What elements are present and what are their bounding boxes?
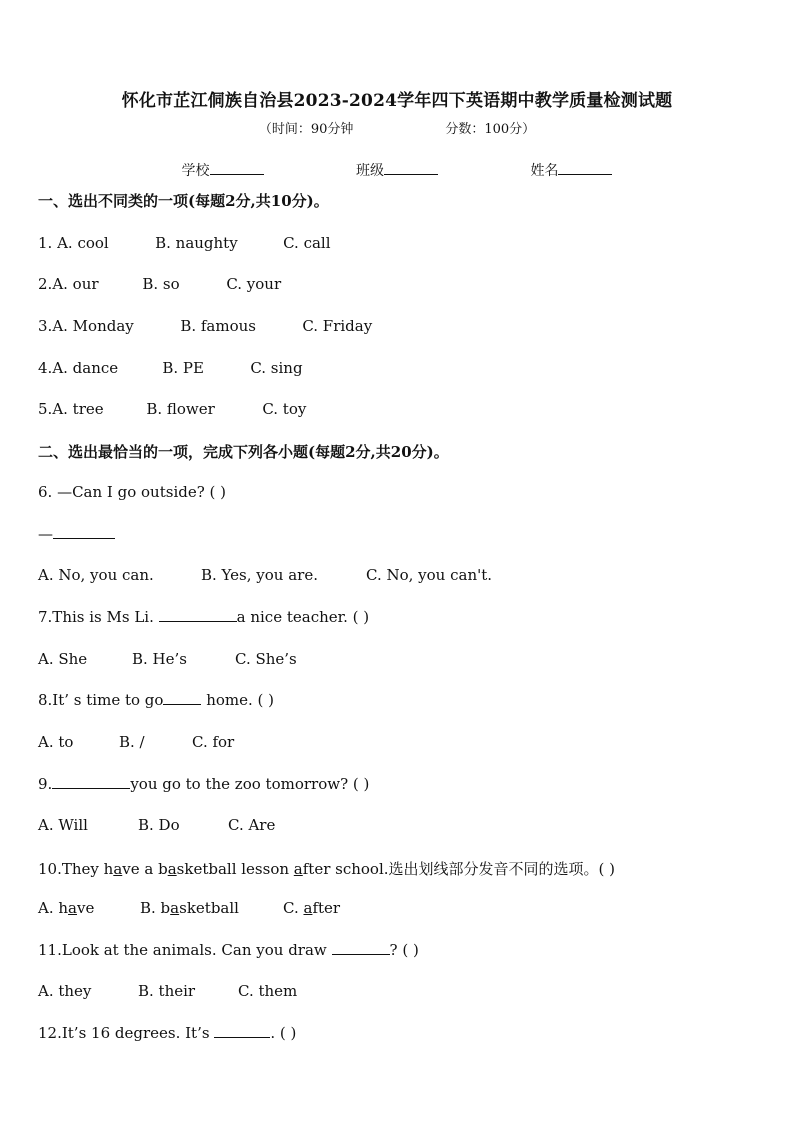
- question-6-stem: 6. —Can I go outside? ( ): [38, 483, 226, 501]
- question-8-options: [38, 733, 234, 751]
- question-6-reply: [38, 525, 115, 543]
- option-text: B. b: [140, 899, 171, 917]
- name-blank[interactable]: [558, 161, 612, 175]
- option-c[interactable]: C. She’s: [235, 650, 297, 668]
- question-10-stem: [38, 858, 615, 879]
- underlined-letter: a: [303, 899, 313, 917]
- class-field: [356, 160, 438, 180]
- answer-blank[interactable]: [52, 775, 130, 789]
- option-a[interactable]: A. they: [38, 982, 92, 1000]
- underlined-letter: a: [113, 860, 123, 878]
- option-a[interactable]: A. She: [38, 650, 88, 668]
- stem-text: sketball lesson: [176, 860, 294, 878]
- stem-text: you go to the zoo tomorrow? ( ): [130, 775, 370, 793]
- stem-text: home. ( ): [201, 691, 274, 709]
- school-label: 学校: [181, 163, 210, 179]
- option-text: C.: [283, 899, 304, 917]
- option-c[interactable]: C. Are: [228, 816, 276, 834]
- stem-text: 8.It’ s time to go: [38, 691, 164, 709]
- option-c[interactable]: [283, 899, 340, 917]
- option-c[interactable]: C. sing: [250, 359, 303, 377]
- option-a[interactable]: A. dance: [52, 359, 119, 377]
- option-b[interactable]: B. Do: [138, 816, 180, 834]
- section1-heading: 一、选出不同类的一项(每题2分,共10分)。: [38, 192, 329, 210]
- question-8-stem: [38, 691, 274, 709]
- option-text: A. h: [38, 899, 69, 917]
- stem-text: 12.It’s 16 degrees. It’s: [38, 1024, 215, 1042]
- reply-dash: —: [38, 525, 53, 543]
- option-b[interactable]: B. famous: [180, 317, 256, 335]
- option-b[interactable]: B. Yes, you are.: [201, 566, 318, 584]
- option-a[interactable]: A. our: [52, 275, 99, 293]
- option-c[interactable]: C. them: [238, 982, 298, 1000]
- question-number: 1.: [38, 234, 58, 252]
- question-number: 5.: [38, 400, 53, 418]
- question-6-options: [38, 566, 492, 584]
- stem-text: ? ( ): [389, 941, 419, 959]
- option-b[interactable]: [140, 899, 283, 917]
- exam-title: 怀化市芷江侗族自治县2023-2024学年四下英语期中教学质量检测试题: [121, 91, 673, 111]
- question-3: [38, 317, 372, 335]
- option-c[interactable]: C. for: [192, 733, 235, 751]
- student-info: [0, 160, 794, 180]
- answer-blank[interactable]: [332, 941, 390, 955]
- reply-blank[interactable]: [53, 525, 115, 539]
- question-5: [38, 400, 306, 418]
- underlined-letter: a: [293, 860, 303, 878]
- question-9-options: [38, 816, 275, 834]
- stem-text: . ( ): [270, 1024, 297, 1042]
- option-b[interactable]: B. naughty: [155, 234, 238, 252]
- underlined-letter: a: [167, 860, 177, 878]
- question-number: 3.: [38, 317, 53, 335]
- option-c[interactable]: C. No, you can't.: [366, 566, 493, 584]
- school-blank[interactable]: [210, 161, 264, 175]
- option-text: ve: [76, 899, 95, 917]
- class-blank[interactable]: [384, 161, 438, 175]
- stem-text: fter school.选出划线部分发音不同的选项。( ): [302, 860, 616, 878]
- question-7-stem: [38, 608, 369, 626]
- option-b[interactable]: B. He’s: [132, 650, 187, 668]
- option-c[interactable]: C. Friday: [302, 317, 373, 335]
- stem-text: 11.Look at the animals. Can you draw: [38, 941, 332, 959]
- question-11-options: [38, 982, 297, 1000]
- stem-text: a nice teacher. ( ): [236, 608, 370, 626]
- option-b[interactable]: B. flower: [146, 400, 215, 418]
- option-a[interactable]: A. tree: [52, 400, 104, 418]
- class-label: 班级: [356, 163, 384, 179]
- stem-text: 7.This is Ms Li.: [38, 608, 159, 626]
- school-field: [182, 160, 264, 180]
- option-a[interactable]: [38, 899, 140, 917]
- option-c[interactable]: C. toy: [262, 400, 307, 418]
- question-number: 2.: [38, 275, 53, 293]
- stem-text: 10.They h: [38, 860, 114, 878]
- answer-blank[interactable]: [214, 1024, 270, 1038]
- option-text: sketball: [179, 899, 239, 917]
- answer-blank[interactable]: [163, 691, 201, 705]
- stem-text: 9.: [38, 775, 53, 793]
- option-b[interactable]: B. so: [142, 275, 180, 293]
- question-4: [38, 359, 303, 377]
- section2-heading: 二、选出最恰当的一项，完成下列各小题(每题2分,共20分)。: [38, 443, 449, 461]
- option-a[interactable]: A. Monday: [52, 317, 134, 335]
- time-info: （时间：90分钟: [258, 122, 354, 137]
- option-b[interactable]: B. PE: [162, 359, 204, 377]
- question-9-stem: [38, 775, 369, 793]
- option-b[interactable]: B. /: [119, 733, 145, 751]
- question-12-stem: [38, 1024, 296, 1042]
- name-field: [530, 160, 612, 180]
- question-number: 4.: [38, 359, 53, 377]
- question-10-options: [38, 899, 340, 917]
- question-1: [38, 234, 331, 252]
- option-b[interactable]: B. their: [138, 982, 196, 1000]
- option-a[interactable]: A. cool: [57, 234, 109, 252]
- underlined-letter: a: [170, 899, 180, 917]
- option-c[interactable]: C. call: [283, 234, 331, 252]
- option-a[interactable]: A. to: [38, 733, 74, 751]
- question-11-stem: [38, 941, 419, 959]
- question-2: [38, 275, 281, 293]
- score-info: 分数：100分）: [445, 122, 536, 137]
- option-c[interactable]: C. your: [226, 275, 282, 293]
- underlined-letter: a: [68, 899, 77, 917]
- option-a[interactable]: A. No, you can.: [38, 566, 154, 584]
- question-7-options: [38, 650, 297, 668]
- name-label: 姓名: [530, 163, 559, 179]
- answer-blank[interactable]: [159, 608, 237, 622]
- option-text: fter: [312, 899, 341, 917]
- stem-text: ve a b: [122, 860, 168, 878]
- exam-subtitle: [0, 118, 794, 137]
- option-a[interactable]: A. Will: [38, 816, 88, 834]
